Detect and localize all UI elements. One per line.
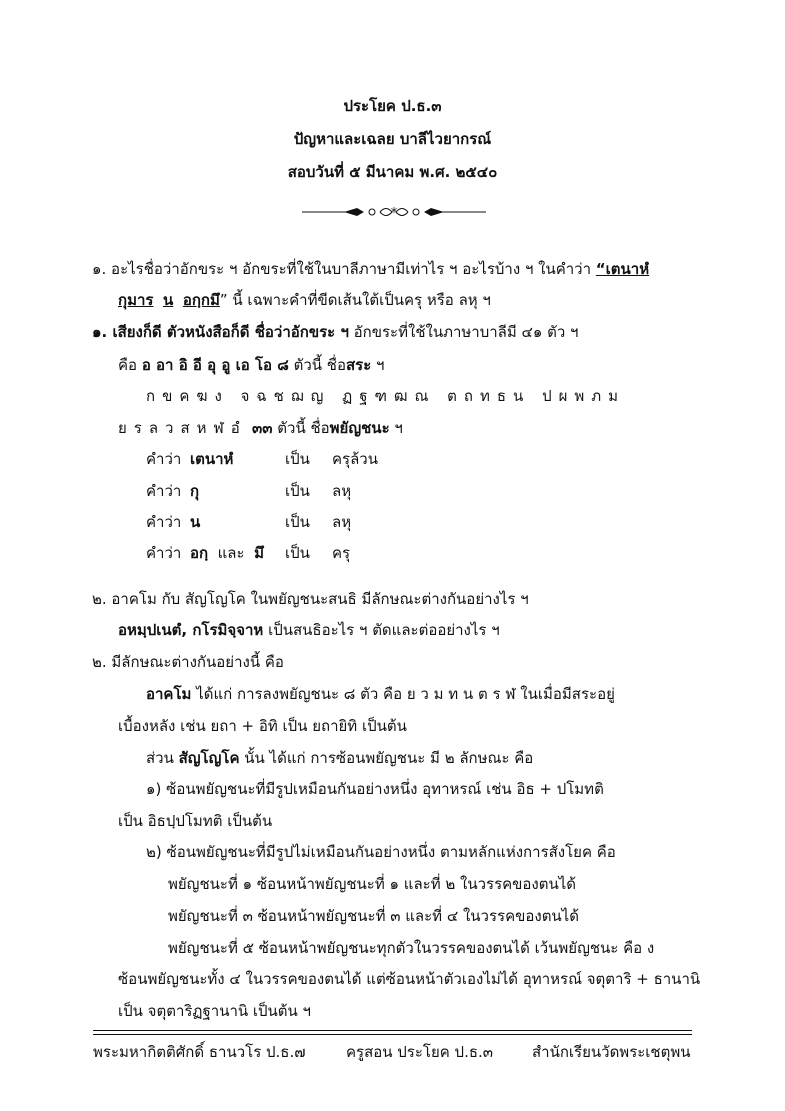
answer-1-row-result: ลหุ (332, 482, 352, 500)
answer-1-row: คำว่า (146, 544, 182, 562)
answer-2-rule-1: พยัญชนะที่ ๑ ซ้อนหน้าพยัญชนะที่ ๑ และที่ ๒ ในวรรคของตนได้ (168, 875, 577, 893)
answer-2-point-1-line-2: เป็น อิธปฺปโมทติ เป็นต้น (118, 812, 273, 830)
answer-1-line-1: ๑. เสียงก็ดี ตัวหนังสือก็ดี ชื่อว่าอักขระ ฯ อักขระที่ใช้ในภาษาบาลีมี ๔๑ ตัว ฯ (92, 323, 579, 341)
doc-title: ประโยค ป.ธ.๓ (343, 97, 442, 115)
answer-1-row-is: เป็น (285, 544, 310, 562)
answer-2-line-1: ๒. มีลักษณะต่างกันอย่างนี้ คือ (92, 653, 284, 671)
answer-2-rule-3: พยัญชนะที่ ๕ ซ้อนหน้าพยัญชนะทุกตัวในวรรคของตนได้ เว้นพยัญชนะ คือ ง (168, 939, 655, 957)
answer-1-row-word: อกฺ และ มึ (190, 544, 264, 562)
answer-2-point-1: ๑) ซ้อนพยัญชนะที่มีรูปเหมือนกันอย่างหนึ่ง อุทาหรณ์ เช่น อิธ + ปโมทติ (146, 780, 604, 798)
svg-text:*: * (390, 206, 398, 221)
doc-date: สอบวันที่ ๕ มีนาคม พ.ศ. ๒๕๔๐ (287, 163, 498, 181)
answer-1-row: คำว่า (146, 482, 182, 500)
answer-1-row-result: ครุล้วน (332, 450, 378, 468)
answer-2-agama-line-2: เบื้องหลัง เช่น ยถา + อิทิ เป็น ยถายิทิ เป็นต้น (118, 717, 407, 735)
answer-1-row-result: ครุ (332, 544, 351, 562)
answer-1-row-is: เป็น (285, 513, 310, 531)
answer-1-row-is: เป็น (285, 450, 310, 468)
answer-2-rule-3-line-3: เป็น จตุตาริฏฐานานิ เป็นต้น ฯ (118, 1002, 311, 1020)
answer-1-row-word: เตนาหํ (190, 450, 234, 468)
footer-school: สำนักเรียนวัดพระเชตุพน (532, 1043, 691, 1061)
answer-1-row-result: ลหุ (332, 513, 352, 531)
question-2-line-1: ๒. อาคโม กับ สัญโญโค ในพยัญชนะสนธิ มีลักษณะต่างกันอย่างไร ฯ (92, 590, 529, 608)
question-1-line-1: ๑. อะไรชื่อว่าอักขระ ฯ อักขระที่ใช้ในบาลีภาษามีเท่าไร ฯ อะไรบ้าง ฯ ในคำว่า “เตนาหํ (92, 260, 650, 278)
footer-author: พระมหากิตติศักดิ์ ธานวโร ป.ธ.๗ (93, 1043, 306, 1061)
answer-1-row: คำว่า (146, 450, 182, 468)
question-1-line-2: กุมาร น อกฺกมึ” นี้ เฉพาะคำที่ขีดเส้นใต้เป็นครุ หรือ ลหุ ฯ (118, 291, 491, 309)
answer-2-sanyoga: ส่วน สัญโญโค นั้น ได้แก่ การซ้อนพยัญชนะ มี ๒ ลักษณะ คือ (146, 749, 534, 767)
answer-1-vowels: คือ อ อา อิ อี อุ อู เอ โอ ๘ ตัวนี้ ชื่อสระ ฯ (118, 356, 385, 374)
answer-1-consonants-2: ยรลวสหฬอํ ๓๓ ตัวนี้ ชื่อพยัญชนะ ฯ (118, 419, 403, 437)
answer-2-rule-2: พยัญชนะที่ ๓ ซ้อนหน้าพยัญชนะที่ ๓ และที่ ๔ ในวรรคของตนได้ (168, 907, 579, 925)
answer-2-agama: อาคโม ได้แก่ การลงพยัญชนะ ๘ ตัว คือ ย ว ม ท น ต ร ฬ ในเมื่อมีสระอยู่ (146, 685, 615, 703)
answer-1-row-word: กุ (190, 482, 200, 500)
footer-rule-top (93, 1030, 692, 1031)
ornament-divider-icon (302, 203, 486, 221)
answer-2-point-2: ๒) ซ้อนพยัญชนะที่มีรูปไม่เหมือนกันอย่างหนึ่ง ตามหลักแห่งการสังโยค คือ (146, 843, 616, 861)
footer-rule-bottom (93, 1034, 692, 1035)
question-2-line-2: อหมฺปเนตํ, กโรมิจฺจาห เป็นสนธิอะไร ฯ ตัดและต่ออย่างไร ฯ (118, 621, 500, 639)
doc-subtitle: ปัญหาและเฉลย บาลีไวยากรณ์ (293, 130, 492, 148)
answer-1-row-word: น (190, 513, 201, 531)
footer-role: ครูสอน ประโยค ป.ธ.๓ (346, 1043, 494, 1061)
answer-1-row-is: เป็น (285, 482, 310, 500)
answer-1-row: คำว่า (146, 513, 182, 531)
answer-1-consonants-1: กขคฆง จฉชฌญ ฏฐฑฒณ ตถทธน ปผพภม (146, 387, 626, 405)
answer-2-rule-3-line-2: ซ้อนพยัญชนะทั้ง ๔ ในวรรคของตนได้ แต่ซ้อนหน้าตัวเองไม่ได้ อุทาหรณ์ จตุตาริ + ธานานิ (118, 970, 701, 988)
